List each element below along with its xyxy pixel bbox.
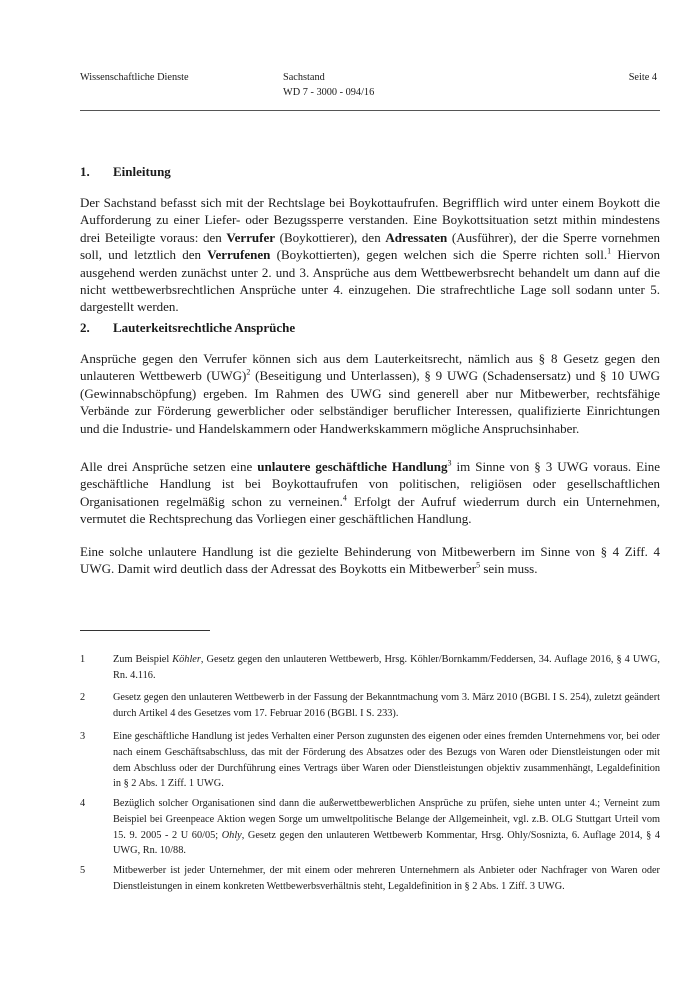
text-run: Hiervon ausgehend werden zunächst unter 2. und 3. Ansprüche aus dem Wettbewerbsrecht behandelt um dann auf die nicht wettbewerbsrechtlichen Ansprüche unter 4. einzugehen. Die strafrechtliche Lage soll sodann unter 5. dargestellt werden. <box>80 247 661 315</box>
section-heading-1 <box>80 164 171 180</box>
section-title: Lauterkeitsrechtliche Ansprüche <box>113 320 296 335</box>
footnote-5 <box>80 863 660 895</box>
text-run: sein muss. <box>480 561 538 577</box>
text-run: (Beseitigung und Unterlassen), § 9 UWG (Schadensersatz) und § 10 UWG (Gewinnabschöpfung) ergeben. Im Rahmen des UWG sind generell aber nur Mitbewerber, rechtsfähige Verbände zur Förderung gewerblicher oder selbständiger beruflicher Interessen, qualifizierte Einrichtungen und die Industrie- und Handelskammern oder Handwerkskammern mögliche Anspruchsinhaber. <box>80 368 660 436</box>
paragraph-introduction <box>80 194 660 316</box>
header-divider <box>80 110 660 111</box>
footnote-1 <box>80 652 660 684</box>
section-number: 1. <box>80 164 90 179</box>
text-run: Erfolgt der Aufruf wiederrum durch ein Unternehmen, vermutet die Rechtsprechung das Vorliegen einer geschäftlichen Handlung. <box>80 493 661 527</box>
paragraph-claims <box>80 350 660 437</box>
footnote-text: Gesetz gegen den unlauteren Wettbewerb in der Fassung der Bekanntmachung vom 3. März 2010 (BGBl. I S. 254), zuletzt geändert durch Artikel 4 des Gesetzes vom 17. Februar 2016 (BGBl. I S. 233). <box>113 692 660 719</box>
text-run: Der Sachstand befasst sich mit der Rechtslage bei Boykottaufrufen. Begrifflich wird unter einem Boykott die Aufforderung zu einer Liefer- oder Bezugssperre verstanden. Eine Boykottsituation setzt mithin mindestens drei Beteiligte voraus: den <box>80 195 660 245</box>
text-run: Ansprüche gegen den Verrufer können sich aus dem Lauterkeitsrecht, nämlich aus § 8 Gesetz gegen den unlauteren Wettbewerb (UWG) <box>80 351 660 384</box>
author-name: Ohly <box>221 829 242 841</box>
paragraph-business-act <box>80 458 660 528</box>
footnote-number: 2 <box>80 692 86 703</box>
header-document-info <box>283 70 374 100</box>
term-adressaten: Adressaten <box>385 229 448 245</box>
footnote-text: Mitbewerber ist jeder Unternehmer, der mit einem oder mehreren Unternehmern als Anbieter oder Nachfrager von Waren oder Dienstleistungen in einem konkreten Wettbewerbsverhältnis steht, Legaldefinition in § 2 Abs. 1 Ziff. 3 UWG. <box>113 865 660 892</box>
footnote-reference[interactable]: 1 <box>607 246 612 256</box>
footnote-text <box>113 652 660 684</box>
author-name: Köhler <box>172 654 201 665</box>
text-run: (Ausführer), der die Sperre vornehmen soll, und letztlich den <box>80 229 660 263</box>
text-run: Zum Beispiel <box>113 654 173 665</box>
paragraph-obstruction <box>80 543 660 578</box>
footnote-2 <box>80 690 660 722</box>
footnote-number: 3 <box>80 731 86 742</box>
footnote-4 <box>80 796 660 859</box>
term-verrufer: Verrufer <box>226 229 276 245</box>
section-number: 2. <box>80 320 90 335</box>
footnote-3 <box>80 729 660 792</box>
footnote-reference[interactable]: 3 <box>447 458 452 468</box>
text-run: im Sinne von § 3 UWG voraus. Eine geschäftliche Handlung ist bei Boykottaufrufen von politischen, religiösen oder gesellschaftlichen Organisationen regelmäßig schon zu verneinen. <box>80 459 660 509</box>
footnote-reference[interactable]: 4 <box>342 493 347 503</box>
text-run: (Boykottierten), gegen welchen sich die Sperre richten soll. <box>270 247 608 263</box>
section-heading-2 <box>80 320 295 336</box>
section-title: Einleitung <box>113 164 171 179</box>
footnote-number: 5 <box>80 865 86 876</box>
footnote-number: 4 <box>80 798 86 809</box>
footnote-reference[interactable]: 5 <box>476 561 481 571</box>
footnote-reference[interactable]: 2 <box>246 368 251 378</box>
header-document-type: Sachstand <box>283 72 325 83</box>
footnote-text: Eine geschäftliche Handlung ist jedes Verhalten einer Person zugunsten des eigenen oder eines fremden Unternehmens vor, bei oder nach einem Geschäftsabschluss, das mit der Förderung des Absatzes oder des Bezugs von Waren oder Dienstleistungen oder mit dem Abschluss oder der Durchführung eines Vertrags über Waren oder Dienstleistungen objektiv zusammenhängt, Legaldefinition in § 2 Abs. 1 Ziff. 1 UWG. <box>113 731 660 790</box>
text-run: (Boykottierer), den <box>275 229 386 245</box>
header-document-number: WD 7 - 3000 - 094/16 <box>283 87 375 98</box>
footnote-number: 1 <box>80 654 86 665</box>
text-run: , Gesetz gegen den unlauteren Wettbewerb, Hrsg. Köhler/Bornkamm/Feddersen, 34. Auflage 2016, § 4 UWG, Rn. 4.116. <box>113 654 660 681</box>
term-unlautere-handlung: unlautere geschäftliche Handlung <box>257 459 448 474</box>
text-run: , Gesetz gegen den unlauteren Wettbewerb Kommentar, Hrsg. Ohly/Sosnizta, 6. Auflage 2014, § 4 UWG, Rn. 10/88. <box>113 829 661 857</box>
footnote-separator <box>80 630 210 631</box>
text-run: Eine solche unlautere Handlung ist die gezielte Behinderung von Mitbewerbern im Sinne von § 4 Ziff. 4 UWG. Damit wird deutlich dass der Adressat des Boykotts ein Mitbewerber <box>80 544 660 577</box>
footnote-text <box>113 796 660 859</box>
header-page-number: Seite 4 <box>628 72 657 83</box>
header-organization: Wissenschaftliche Dienste <box>80 72 189 83</box>
text-run: Alle drei Ansprüche setzen eine <box>80 459 258 474</box>
term-verrufenen: Verrufenen <box>207 247 271 263</box>
text-run: Bezüglich solcher Organisationen sind dann die außerwettbewerblichen Ansprüche zu prüfen, siehe unten unter 4.; Verneint zum Beispiel bei Greenpeace Aktion wegen Sorge um umweltpolitische Belange der Allgemeinheit, vgl. z.B. OLG Stuttgart Urteil vom 15. 9. 2005 - 2 U 60/05; <box>113 798 660 841</box>
